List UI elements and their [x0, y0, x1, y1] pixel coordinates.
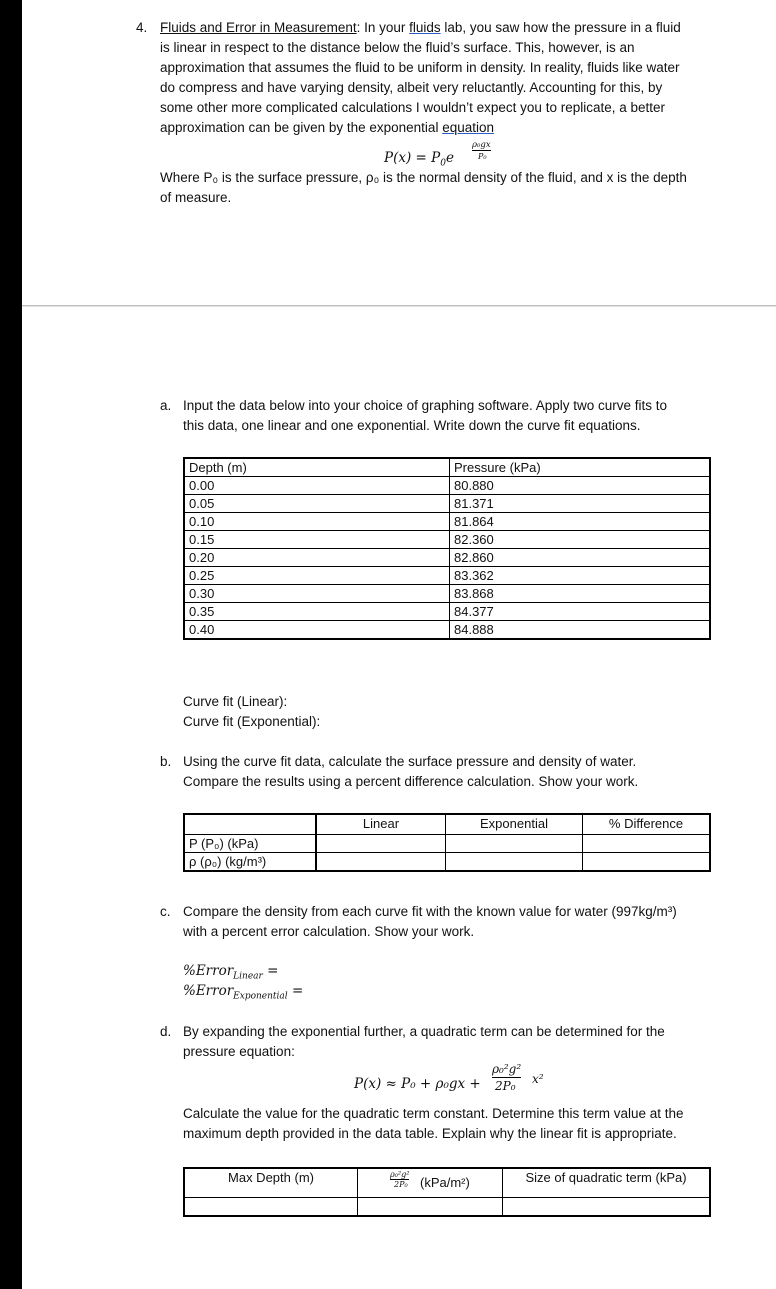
curve-fit-labels: [183, 692, 320, 732]
part-d-label: d.: [160, 1024, 172, 1039]
part-d-text: By expanding the exponential further, a quadratic term can be determined for the pressure equation:: [183, 1024, 665, 1059]
table-header-row: [184, 814, 710, 834]
input-cell[interactable]: [446, 834, 583, 852]
table-row: [184, 1198, 710, 1217]
table-row: 0.35 84.377: [184, 603, 710, 621]
row-density-label: ρ (ρ₀) (kg/m³): [184, 852, 316, 871]
percent-error-exponential: %Error$_{Exponential}$ =: [183, 983, 304, 1002]
equation-word: equation: [442, 120, 495, 135]
input-cell[interactable]: [583, 834, 711, 852]
part-a-text: Input the data below into your choice of graphing software. Apply two curve fits to this data, one linear and one exponential. Write down the curve fit equations.: [183, 398, 668, 433]
part-c-label: c.: [160, 904, 171, 919]
header-quadratic-constant: ρ₀²g² 2P₀ (kPa/m²): [358, 1168, 503, 1198]
question-number: 4.: [136, 20, 148, 35]
header-max-depth: Max Depth (m): [184, 1168, 358, 1198]
input-cell[interactable]: [316, 834, 446, 852]
input-cell[interactable]: [316, 852, 446, 871]
part-c-text: Compare the density from each curve fit with the known value for water (997kg/m³) with a percent error calculation. Show your work.: [183, 904, 677, 939]
question-title: Fluids and Error in Measurement: [160, 20, 357, 35]
table-row: 0.20 82.860: [184, 549, 710, 567]
header-percent-difference: % Difference: [583, 814, 711, 834]
input-cell[interactable]: [583, 852, 711, 871]
table-row: 0.10 81.864: [184, 513, 710, 531]
input-cell[interactable]: [503, 1198, 711, 1217]
curve-fit-exponential: Curve fit (Exponential):: [183, 714, 321, 729]
part-a-label: a.: [160, 398, 172, 413]
part-b-text: Using the curve fit data, calculate the surface pressure and density of water. Compare the results using a percent difference calculation. Show your work.: [183, 754, 639, 789]
table-header-row: [184, 1168, 710, 1198]
table-row: 0.05 81.371: [184, 495, 710, 513]
header-pressure: Pressure (kPa): [450, 458, 711, 477]
table-row: 0.30 83.868: [184, 585, 710, 603]
percent-error-linear: %Error$_{Linear}$ =: [183, 963, 279, 982]
table-header-row: [184, 458, 710, 477]
table-row: 0.25 83.362: [184, 567, 710, 585]
results-table: [183, 813, 711, 872]
where-text: Where P₀ is the surface pressure, ρ₀ is the normal density of the fluid, and x is the depth of measure.: [160, 170, 687, 205]
header-quadratic-size: Size of quadratic term (kPa): [503, 1168, 711, 1198]
fluids-word: fluids: [409, 20, 441, 35]
left-black-bar: [0, 0, 22, 1289]
part-d-text-2: Calculate the value for the quadratic term constant. Determine this term value at the maximum depth provided in the data table. Explain why the linear fit is appropriate.: [183, 1106, 684, 1141]
header-linear: Linear: [316, 814, 446, 834]
quadratic-table: [183, 1167, 711, 1217]
table-row: 0.15 82.360: [184, 531, 710, 549]
table-row: [184, 834, 710, 852]
exponential-equation: $P(x) = P_0e$ ρ₀gx P₀: [384, 140, 491, 169]
row-pressure-label: P (P₀) (kPa): [184, 834, 316, 852]
table-row: 0.40 84.888: [184, 621, 710, 640]
depth-pressure-table: [183, 457, 711, 640]
question-intro: Fluids and Error in Measurement: In your fluids lab, you saw how the pressure in a fluid is linear in respect to the distance below the fluid’s surface. This, however, is an approximation that assumes the fluid to be uniform in density. In reality, fluids like water do compress and have varying density, albeit very reluctantly. Accounting for this, by some other more complicated calculations I wouldn’t expect you to replicate, a better approximation can be given by the exponential equation: [160, 20, 681, 135]
header-depth: Depth (m): [184, 458, 450, 477]
table-row: [184, 852, 710, 871]
input-cell[interactable]: [358, 1198, 503, 1217]
table-row: 0.00 80.880: [184, 477, 710, 495]
curve-fit-linear: Curve fit (Linear):: [183, 694, 288, 709]
quadratic-equation: P(x) ≈ P₀ + ρ₀gx + ρ₀²g² 2P₀ x²: [354, 1062, 544, 1093]
input-cell[interactable]: [446, 852, 583, 871]
header-exponential: Exponential: [446, 814, 583, 834]
input-cell[interactable]: [184, 1198, 358, 1217]
part-b-label: b.: [160, 754, 172, 769]
